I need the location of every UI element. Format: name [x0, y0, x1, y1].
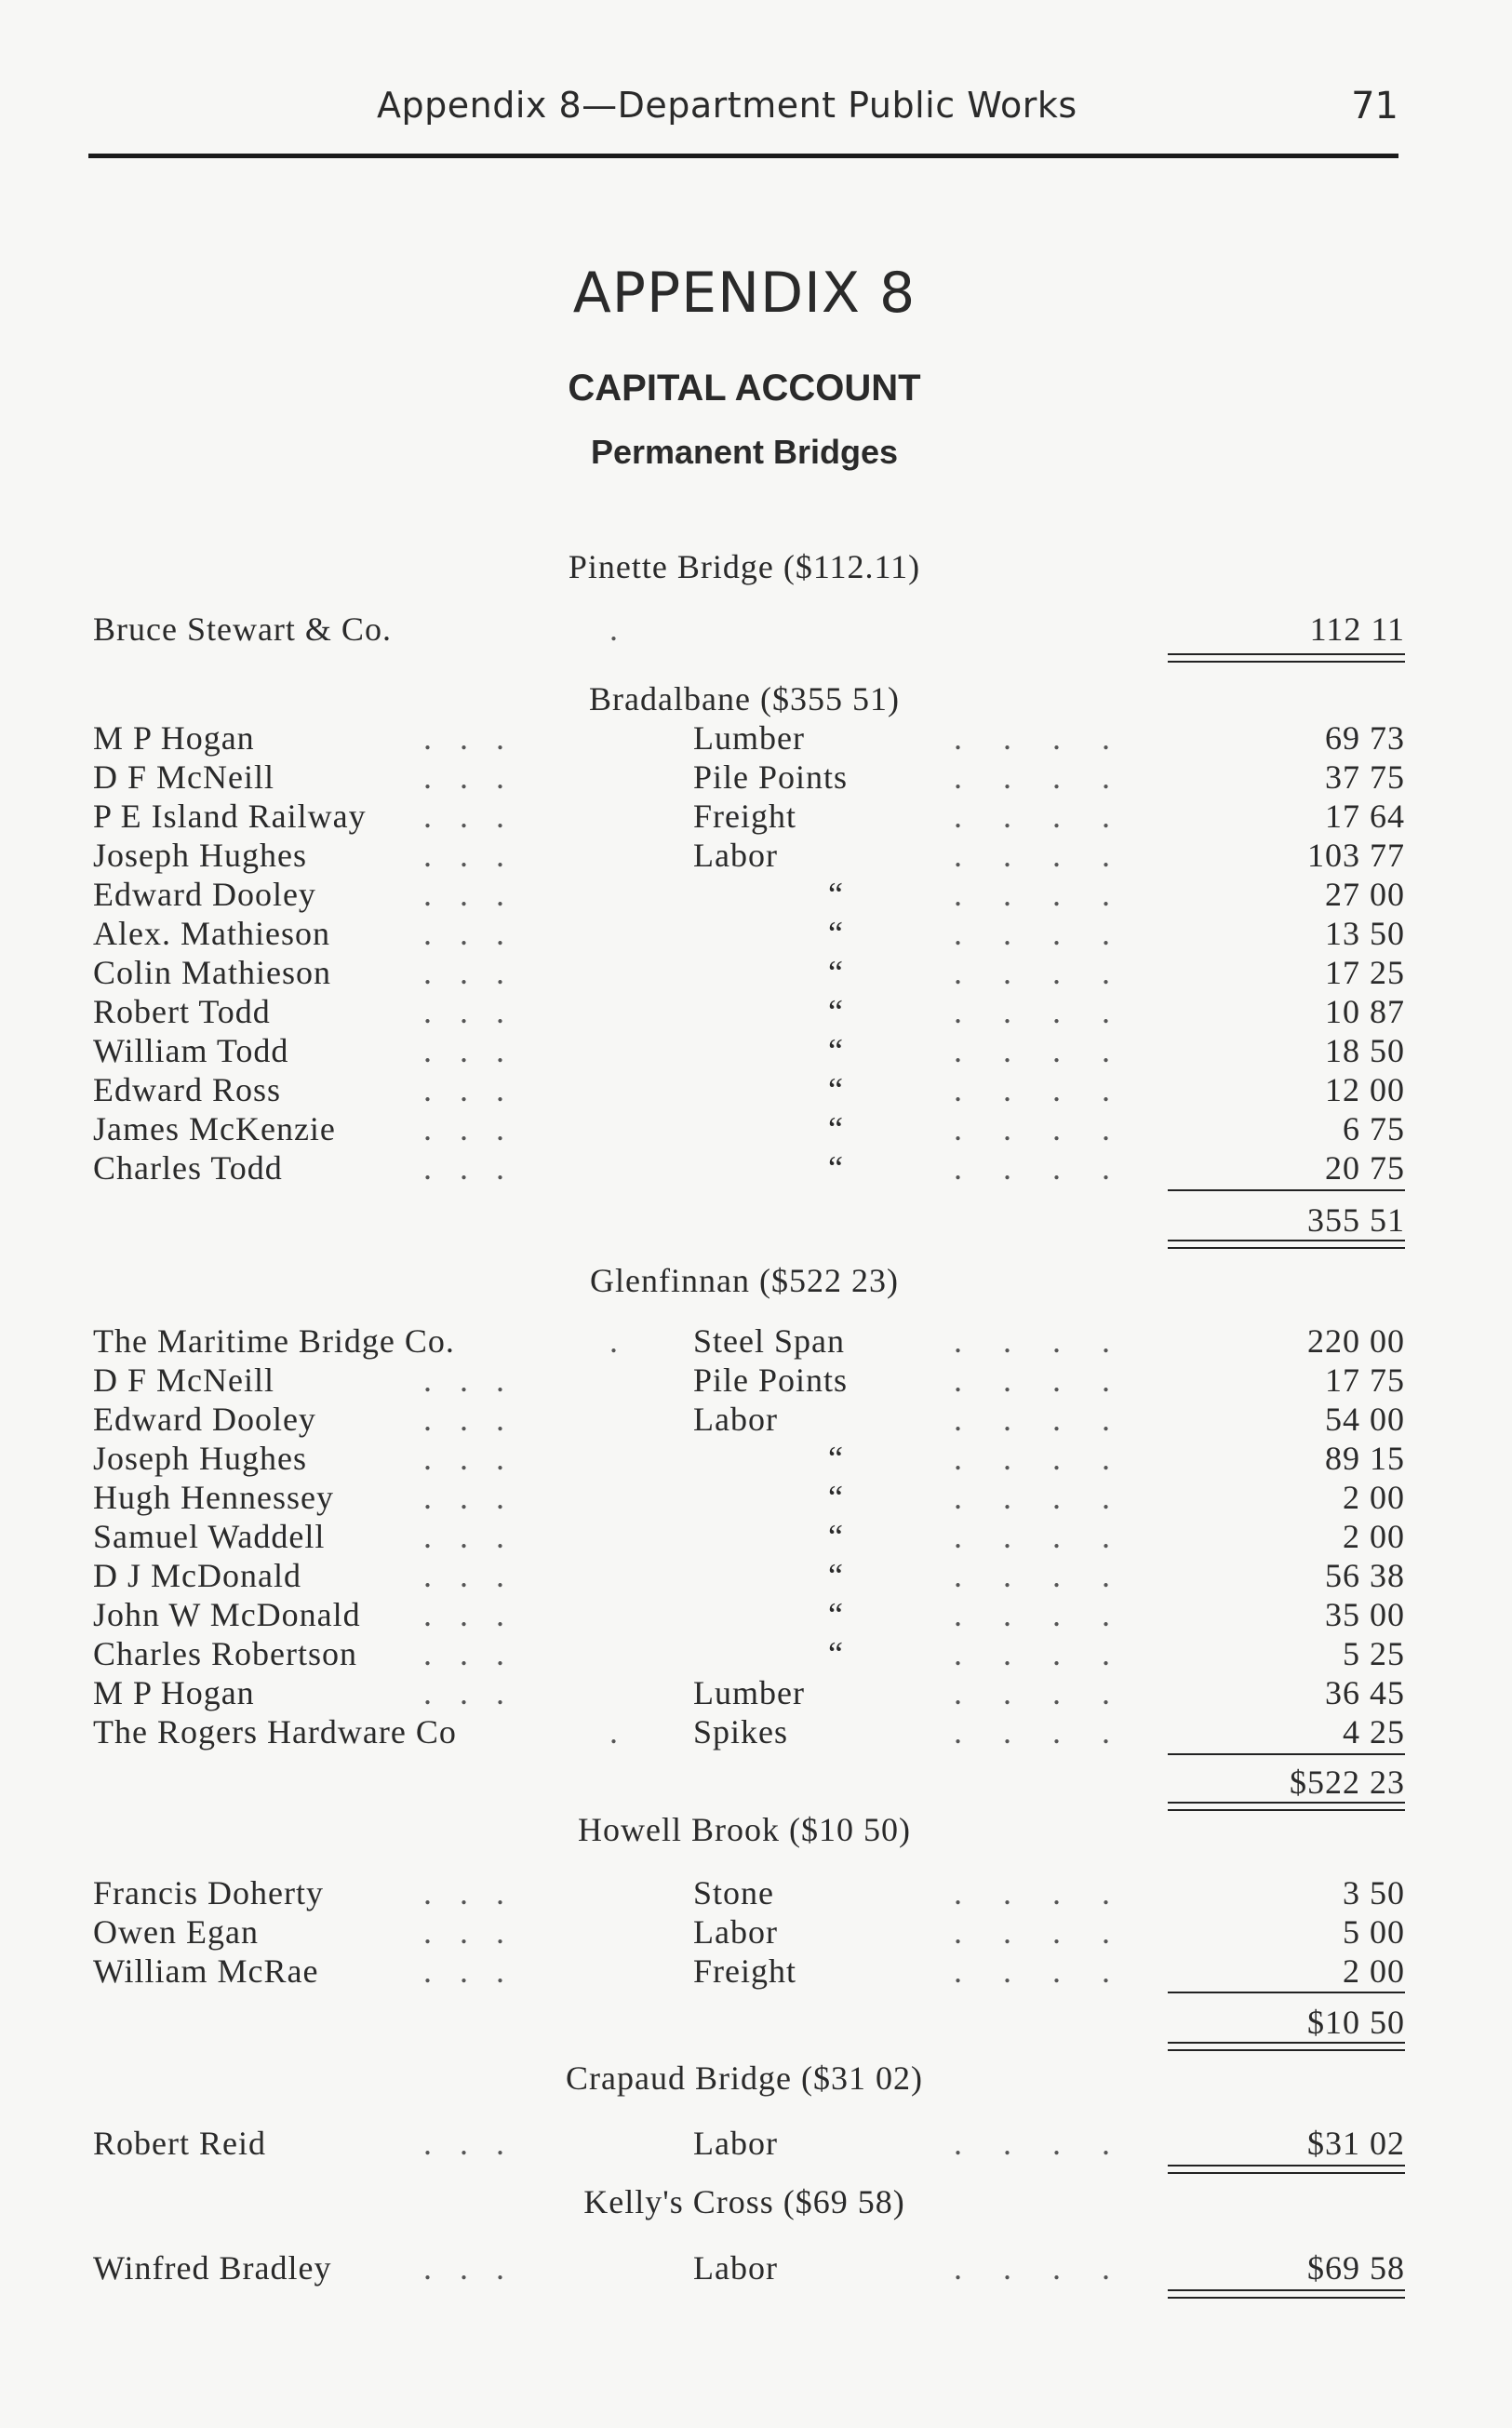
ditto-mark: “ — [828, 1635, 844, 1672]
running-header — [88, 79, 1398, 158]
leader-dots: ... — [423, 915, 532, 952]
amount: 17 25 — [1325, 954, 1405, 991]
expense-item: Freight — [693, 1952, 796, 1990]
expense-item: Steel Span — [693, 1322, 845, 1360]
ledger-row — [93, 1556, 1405, 1595]
amount: 89 15 — [1325, 1440, 1405, 1477]
ditto-mark: “ — [828, 1479, 844, 1516]
expense-item: Labor — [693, 837, 778, 874]
leader-dots: .... — [954, 876, 1151, 913]
leader-dots: ... — [423, 1110, 532, 1147]
ledger-row — [93, 1361, 1405, 1400]
leader-dots: ... — [423, 1674, 532, 1711]
payee-name: Samuel Waddell — [93, 1518, 326, 1555]
leader-dots: .... — [954, 1952, 1151, 1990]
leader-dots: ... — [423, 1149, 532, 1187]
leader-dots: ... — [423, 1557, 532, 1594]
payee-name: Edward Dooley — [93, 1401, 316, 1438]
ditto-mark: “ — [828, 1149, 844, 1187]
ledger-row — [93, 1478, 1405, 1517]
payee-name: William McRae — [93, 1952, 319, 1990]
amount: 36 45 — [1325, 1674, 1405, 1711]
leader-dots: ... — [423, 719, 532, 757]
leader-dots: .... — [954, 1913, 1151, 1951]
leader-dots: ... — [423, 837, 532, 874]
ledger-row — [93, 1400, 1405, 1439]
leader-dots: .... — [954, 798, 1151, 835]
double-rule — [1168, 2042, 1405, 2051]
ledger-row — [93, 1321, 1405, 1361]
section-total: $522 23 — [1290, 1764, 1405, 1801]
ditto-mark: “ — [828, 876, 844, 913]
payee-name: John W McDonald — [93, 1596, 361, 1633]
amount: $31 02 — [1307, 2125, 1405, 2162]
leader-dots: .... — [954, 2125, 1151, 2162]
amount: 220 00 — [1307, 1322, 1405, 1360]
subtotal-rule — [1168, 1189, 1405, 1191]
ditto-mark: “ — [828, 993, 844, 1030]
double-rule — [1168, 2165, 1405, 2174]
double-rule — [1168, 653, 1405, 663]
leader-dots: ... — [423, 1032, 532, 1069]
payee-name: Bruce Stewart & Co. — [93, 610, 392, 648]
expense-item: Labor — [693, 1913, 778, 1951]
payee-name: Francis Doherty — [93, 1874, 324, 1912]
leader-dots: ... — [423, 1518, 532, 1555]
expense-item: Stone — [693, 1874, 775, 1912]
payee-name: Joseph Hughes — [93, 1440, 307, 1477]
amount: 13 50 — [1325, 915, 1405, 952]
double-rule — [1168, 2289, 1405, 2299]
subtitle-heading: Permanent Bridges — [590, 433, 899, 471]
leader-dots: .... — [954, 1713, 1151, 1751]
leader-dots: ... — [423, 1440, 532, 1477]
leader-dots: .... — [954, 1557, 1151, 1594]
leader-dots: ... — [423, 2125, 532, 2162]
leader-dots: ... — [423, 1874, 532, 1912]
section-title: Kelly's Cross ($69 58) — [583, 2183, 905, 2220]
payee-name: Robert Reid — [93, 2125, 266, 2162]
ledger-row — [93, 718, 1405, 758]
leader-dots: .... — [954, 1440, 1151, 1477]
ledger-row — [93, 953, 1405, 992]
payee-name: Alex. Mathieson — [93, 915, 330, 952]
leader-dots: . — [609, 1713, 646, 1751]
ledger-row — [93, 1634, 1405, 1673]
amount: 18 50 — [1325, 1032, 1405, 1069]
payee-name: William Todd — [93, 1032, 289, 1069]
payee-name: M P Hogan — [93, 719, 255, 757]
leader-dots: .... — [954, 1149, 1151, 1187]
section-title: Howell Brook ($10 50) — [578, 1811, 911, 1848]
payee-name: The Rogers Hardware Co — [93, 1713, 457, 1751]
leader-dots: .... — [954, 993, 1151, 1030]
leader-dots: .... — [954, 1032, 1151, 1069]
payee-name: Joseph Hughes — [93, 837, 307, 874]
ditto-mark: “ — [828, 954, 844, 991]
expense-item: Lumber — [693, 1674, 805, 1711]
expense-item: Pile Points — [693, 758, 849, 796]
ditto-mark: “ — [828, 1596, 844, 1633]
amount: 69 73 — [1325, 719, 1405, 757]
ledger-row — [93, 1148, 1405, 1187]
section-title: Bradalbane ($355 51) — [589, 680, 900, 718]
appendix-heading: APPENDIX 8 — [572, 261, 917, 326]
section-title: Glenfinnan ($522 23) — [590, 1262, 899, 1299]
leader-dots: ... — [423, 758, 532, 796]
leader-dots: .... — [954, 758, 1151, 796]
payee-name: James McKenzie — [93, 1110, 336, 1147]
ledger-row — [93, 2248, 1405, 2287]
leader-dots: .... — [954, 1874, 1151, 1912]
ledger-row — [93, 758, 1405, 797]
ledger-row — [93, 1031, 1405, 1070]
leader-dots: .... — [954, 1518, 1151, 1555]
amount: 35 00 — [1325, 1596, 1405, 1633]
ditto-mark: “ — [828, 1032, 844, 1069]
amount: 12 00 — [1325, 1071, 1405, 1108]
amount: 10 87 — [1325, 993, 1405, 1030]
header-title: Appendix 8—Department Public Works — [377, 85, 1077, 126]
ledger-row — [93, 1439, 1405, 1478]
ledger-row — [93, 914, 1405, 953]
amount: 6 75 — [1343, 1110, 1405, 1147]
double-rule — [1168, 1240, 1405, 1249]
leader-dots: ... — [423, 1635, 532, 1672]
section-title: Pinette Bridge ($112.11) — [568, 548, 921, 585]
amount: 5 00 — [1343, 1913, 1405, 1951]
ledger-row — [93, 2124, 1405, 2163]
ledger-row — [93, 1595, 1405, 1634]
ledger-row — [93, 1712, 1405, 1751]
ledger-row — [93, 1109, 1405, 1148]
amount: 17 75 — [1325, 1362, 1405, 1399]
leader-dots: .... — [954, 1362, 1151, 1399]
amount: 2 00 — [1343, 1479, 1405, 1516]
expense-item: Labor — [693, 2249, 778, 2287]
payee-name: Edward Ross — [93, 1071, 281, 1108]
payee-name: D F McNeill — [93, 758, 274, 796]
leader-dots: ... — [423, 993, 532, 1030]
expense-item: Freight — [693, 798, 796, 835]
leader-dots: ... — [423, 1479, 532, 1516]
amount: 2 00 — [1343, 1952, 1405, 1990]
ledger-row — [93, 992, 1405, 1031]
leader-dots: .... — [954, 915, 1151, 952]
subtotal-rule — [1168, 1992, 1405, 1993]
expense-item: Lumber — [693, 719, 805, 757]
payee-name: D J McDonald — [93, 1557, 301, 1594]
payee-name: Robert Todd — [93, 993, 271, 1030]
leader-dots: .... — [954, 1674, 1151, 1711]
leader-dots: ... — [423, 1362, 532, 1399]
ledger-row — [93, 836, 1405, 875]
ledger-row — [93, 610, 1405, 649]
leader-dots: . — [609, 1322, 646, 1360]
leader-dots: ... — [423, 1071, 532, 1108]
amount: 2 00 — [1343, 1518, 1405, 1555]
ledger-row — [93, 1517, 1405, 1556]
leader-dots: ... — [423, 1596, 532, 1633]
leader-dots: ... — [423, 876, 532, 913]
payee-name: Colin Mathieson — [93, 954, 331, 991]
payee-name: D F McNeill — [93, 1362, 274, 1399]
amount: 3 50 — [1343, 1874, 1405, 1912]
leader-dots: .... — [954, 1071, 1151, 1108]
payee-name: M P Hogan — [93, 1674, 255, 1711]
leader-dots: .... — [954, 1401, 1151, 1438]
amount: 37 75 — [1325, 758, 1405, 796]
section-title: Crapaud Bridge ($31 02) — [566, 2059, 923, 2097]
leader-dots: .... — [954, 1322, 1151, 1360]
ledger-row — [93, 797, 1405, 836]
payee-name: Owen Egan — [93, 1913, 259, 1951]
section-total: 355 51 — [1307, 1201, 1405, 1239]
amount: 4 25 — [1343, 1713, 1405, 1751]
amount: 27 00 — [1325, 876, 1405, 913]
ledger-row — [93, 1952, 1405, 1991]
ledger-row — [93, 1873, 1405, 1912]
payee-name: Winfred Bradley — [93, 2249, 332, 2287]
leader-dots: .... — [954, 1110, 1151, 1147]
leader-dots: .... — [954, 837, 1151, 874]
payee-name: Edward Dooley — [93, 876, 316, 913]
leader-dots: ... — [423, 1952, 532, 1990]
amount: 103 77 — [1307, 837, 1405, 874]
leader-dots: .... — [954, 1479, 1151, 1516]
expense-item: Labor — [693, 2125, 778, 2162]
amount: 56 38 — [1325, 1557, 1405, 1594]
ditto-mark: “ — [828, 1440, 844, 1477]
leader-dots: ... — [423, 1401, 532, 1438]
expense-item: Labor — [693, 1401, 778, 1438]
section-total: $10 50 — [1307, 2004, 1405, 2041]
leader-dots: .... — [954, 1596, 1151, 1633]
leader-dots: ... — [423, 954, 532, 991]
ditto-mark: “ — [828, 1110, 844, 1147]
amount: 20 75 — [1325, 1149, 1405, 1187]
ditto-mark: “ — [828, 1557, 844, 1594]
amount: 112 11 — [1309, 610, 1405, 648]
account-heading: CAPITAL ACCOUNT — [568, 368, 921, 409]
payee-name: Hugh Hennessey — [93, 1479, 334, 1516]
leader-dots: . — [609, 610, 646, 648]
leader-dots: .... — [954, 2249, 1151, 2287]
ledger-row — [93, 1673, 1405, 1712]
amount: 5 25 — [1343, 1635, 1405, 1672]
ledger-row — [93, 1070, 1405, 1109]
ditto-mark: “ — [828, 915, 844, 952]
leader-dots: .... — [954, 954, 1151, 991]
amount: $69 58 — [1307, 2249, 1405, 2287]
leader-dots: .... — [954, 1635, 1151, 1672]
page-number: 71 — [1351, 85, 1398, 127]
ditto-mark: “ — [828, 1518, 844, 1555]
expense-item: Spikes — [693, 1713, 789, 1751]
amount: 17 64 — [1325, 798, 1405, 835]
expense-item: Pile Points — [693, 1362, 849, 1399]
subtotal-rule — [1168, 1753, 1405, 1755]
payee-name: Charles Robertson — [93, 1635, 357, 1672]
payee-name: Charles Todd — [93, 1149, 283, 1187]
ditto-mark: “ — [828, 1071, 844, 1108]
leader-dots: ... — [423, 798, 532, 835]
ledger-row — [93, 875, 1405, 914]
ledger-row — [93, 1912, 1405, 1952]
leader-dots: .... — [954, 719, 1151, 757]
leader-dots: ... — [423, 1913, 532, 1951]
payee-name: P E Island Railway — [93, 798, 367, 835]
leader-dots: ... — [423, 2249, 532, 2287]
payee-name: The Maritime Bridge Co. — [93, 1322, 455, 1360]
amount: 54 00 — [1325, 1401, 1405, 1438]
